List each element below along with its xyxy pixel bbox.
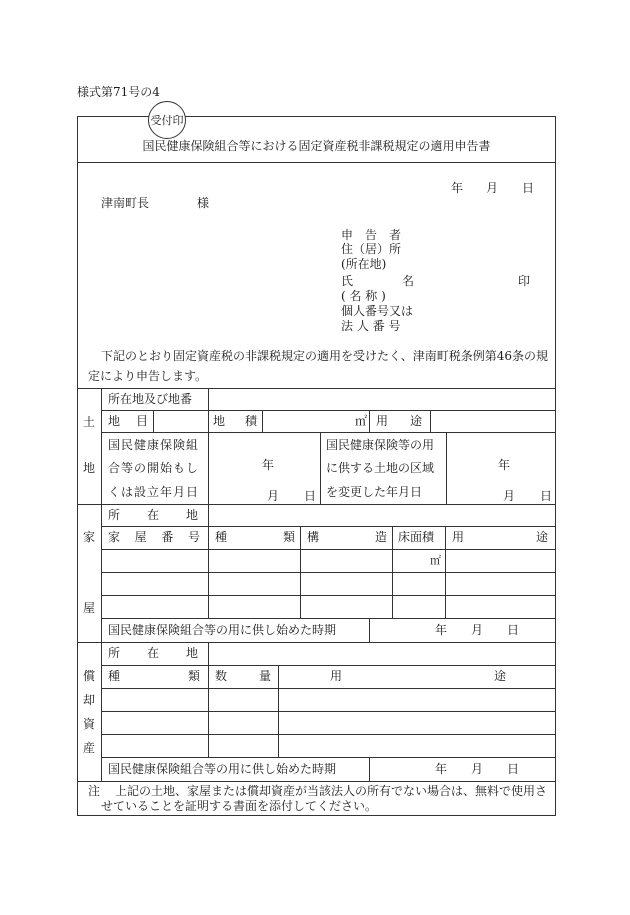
house-number-char-4: 号 — [187, 530, 200, 544]
house-type-char-2: 類 — [282, 530, 295, 544]
land-area-unit: ㎡ — [355, 414, 368, 428]
depreciable-use-start-year: 年 — [435, 762, 448, 776]
house-use-start-month: 月 — [471, 623, 484, 637]
land-area-label — [213, 415, 257, 427]
house-location-char-2: 在 — [146, 508, 159, 522]
house-use-start-year: 年 — [435, 623, 448, 637]
land-start-year: 年 — [262, 458, 275, 472]
applicant-corporate-number-label: 法 人 番 号 — [341, 319, 401, 333]
addressee-honorific: 様 — [197, 196, 210, 210]
note-label: 注 — [88, 784, 101, 798]
land-use-char-1: 用 — [376, 414, 389, 428]
depreciable-use-char-1: 用 — [330, 669, 343, 683]
land-use-char-2: 途 — [409, 414, 422, 428]
land-use-label — [376, 415, 422, 427]
applicant-name-label-b: 名 — [402, 274, 415, 288]
applicant-name-label-a: 氏 — [341, 274, 354, 288]
applicant-label: 申 告 者 — [341, 228, 402, 242]
land-change-label-1: 国民健康保険等の用 — [326, 438, 435, 452]
depreciable-location-char-2: 在 — [146, 646, 159, 660]
depreciable-use-start-month: 月 — [471, 762, 484, 776]
depreciable-quantity-column-header — [215, 670, 271, 682]
applicant-address-label: 住（居）所 — [341, 242, 402, 256]
depreciable-location-label — [108, 647, 198, 659]
land-change-month: 月 — [503, 489, 516, 503]
land-change-label-3: を変更した年月日 — [326, 485, 423, 499]
form-number: 様式第71号の4 — [77, 85, 160, 99]
house-type-char-1: 種 — [215, 530, 228, 544]
reception-stamp-label: 受付印 — [150, 114, 184, 127]
house-location-char-3: 地 — [185, 508, 198, 522]
house-number-char-3: 番 — [161, 530, 174, 544]
depreciable-section-char-2: 却 — [82, 693, 95, 707]
land-change-label-2: に供する土地の区域 — [326, 461, 435, 475]
date-year-label: 年 — [451, 181, 464, 195]
statement-line-1: 下記のとおり固定資産税の非課税規定の適用を受けたく、津南町税条例第46条の規 — [101, 349, 549, 363]
applicant-location-label: (所在地) — [341, 257, 387, 271]
house-section-char-2: 屋 — [82, 601, 95, 615]
applicant-seal-mark: 印 — [518, 274, 531, 288]
house-section-char-1: 家 — [82, 530, 95, 544]
applicant-individual-number-label: 個人番号又は — [341, 304, 414, 318]
land-section-char-2: 地 — [82, 461, 95, 475]
depreciable-type-char-1: 種 — [108, 669, 121, 683]
depreciable-section-char-1: 償 — [82, 669, 95, 683]
depreciable-use-start-label: 国民健康保険組合等の用に供し始めた時期 — [108, 762, 337, 776]
depreciable-quantity-char-2: 量 — [258, 669, 271, 683]
date-day-label: 日 — [522, 181, 535, 195]
land-category-char-1: 地 — [108, 414, 121, 428]
house-use-start-label: 国民健康保険組合等の用に供し始めた時期 — [108, 623, 337, 637]
applicant-entity-name-label: ( 名 称 ) — [341, 289, 386, 303]
house-number-column-header — [108, 531, 200, 543]
note-line-2: せていることを証明する書面を添付してください。 — [101, 799, 378, 813]
depreciable-location-char-1: 所 — [108, 646, 121, 660]
house-location-label — [108, 509, 198, 521]
statement-line-2: 定により申告します。 — [88, 369, 208, 383]
house-type-column-header — [215, 531, 295, 543]
house-number-char-2: 屋 — [134, 530, 147, 544]
land-start-label-2: 合等の開始もし — [108, 461, 200, 475]
depreciable-use-start-day: 日 — [507, 762, 520, 776]
land-start-month: 月 — [267, 489, 280, 503]
land-change-year: 年 — [498, 458, 511, 472]
land-start-day: 日 — [304, 489, 317, 503]
land-category-label — [108, 415, 148, 427]
house-use-char-2: 途 — [535, 530, 548, 544]
depreciable-type-char-2: 類 — [187, 669, 200, 683]
depreciable-location-char-3: 地 — [185, 646, 198, 660]
depreciable-section-char-4: 産 — [82, 741, 95, 755]
depreciable-quantity-char-1: 数 — [215, 669, 228, 683]
land-start-label-1: 国民健康保険組 — [108, 438, 200, 452]
house-floor-area-unit: ㎡ — [430, 554, 441, 567]
land-area-char-2: 積 — [244, 414, 257, 428]
house-use-column-header — [452, 531, 548, 543]
date-month-label: 月 — [486, 181, 499, 195]
form-title: 国民健康保険組合等における固定資産税非課税規定の適用申告書 — [142, 139, 491, 153]
land-location-label: 所在地及び地番 — [108, 392, 193, 406]
land-area-char-1: 地 — [213, 414, 226, 428]
house-use-char-1: 用 — [452, 530, 465, 544]
house-number-char-1: 家 — [108, 530, 121, 544]
depreciable-use-column-header — [330, 670, 506, 682]
addressee: 津南町長 — [101, 196, 150, 210]
depreciable-section-char-3: 資 — [82, 717, 95, 731]
note-line-1: 上記の土地、家屋または償却資産が当該法人の所有でない場合は、無料で使用さ — [115, 784, 548, 798]
depreciable-type-column-header — [108, 670, 200, 682]
house-structure-char-1: 構 — [307, 530, 320, 544]
house-structure-char-2: 造 — [374, 530, 387, 544]
depreciable-use-char-2: 途 — [493, 669, 506, 683]
house-floor-area-column-header: 床面積 — [398, 530, 435, 544]
reception-stamp-circle — [148, 101, 186, 139]
land-section-char-1: 土 — [82, 415, 95, 429]
house-structure-column-header — [307, 531, 387, 543]
house-use-start-day: 日 — [507, 623, 520, 637]
land-change-day: 日 — [540, 489, 553, 503]
land-category-char-2: 目 — [135, 414, 148, 428]
house-location-char-1: 所 — [108, 508, 121, 522]
land-start-label-3: くは設立年月日 — [108, 485, 200, 499]
